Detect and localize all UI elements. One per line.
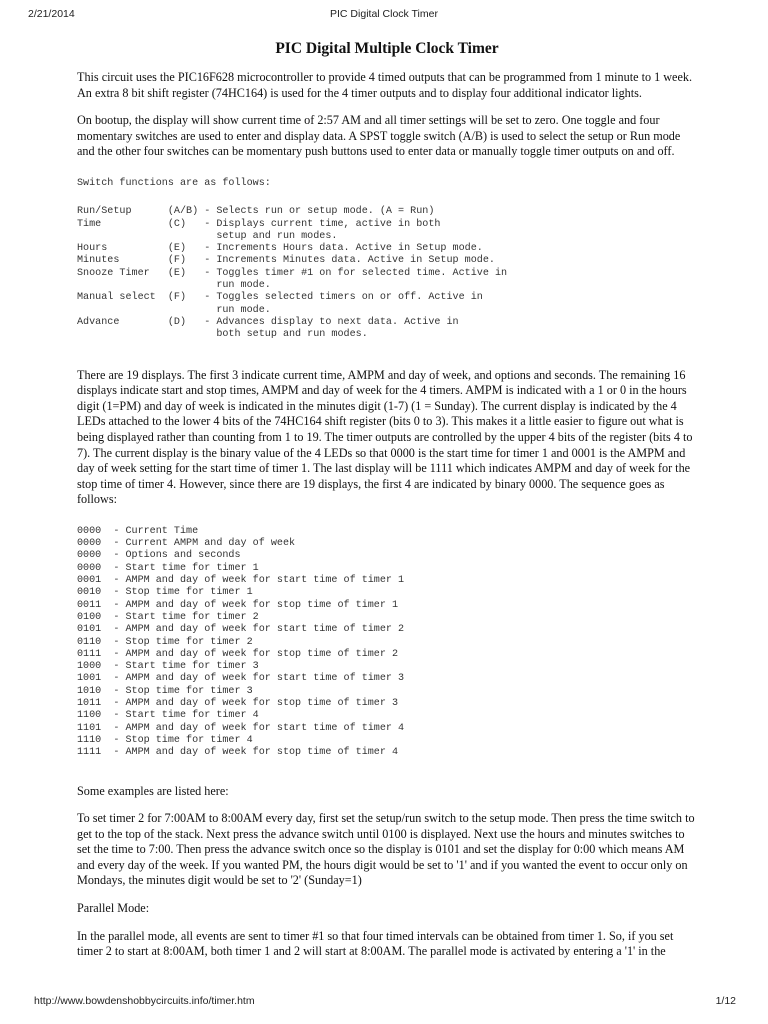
parallel-mode-heading: Parallel Mode: [77, 901, 150, 916]
intro-paragraph-1: This circuit uses the PIC16F628 microcontroller to provide 4 timed outputs that can be programmed from 1 minute to 1 week. An extra 8 bit shift register (74HC164) is used for the 4 timer outputs and to display four additional indicator lights. [77, 70, 693, 100]
page-number: 1/12 [715, 995, 736, 1007]
article-title: PIC Digital Multiple Clock Timer [275, 40, 499, 57]
print-page-title: PIC Digital Clock Timer [330, 8, 438, 20]
display-sequence-list: 0000 - Current Time 0000 - Current AMPM and day of week 0000 - Options and seconds 0000 - Start time for timer 1 0001 - AMPM and day of week for start time of timer 1 0010 - Stop time for timer 1 0011 - AMPM and day of week for stop time of timer 1 0100 - Start time for timer 2 0101 - AMPM and day of week for start time of timer 2 0110 - Stop time for timer 2 0111 - AMPM and day of week for stop time of timer 2 1000 - Start time for timer 3 1001 - AMPM and day of week for start time of timer 3 1010 - Stop time for timer 3 1011 - AMPM and day of week for stop time of timer 3 1100 - Start time for timer 4 1101 - AMPM and day of week for start time of timer 4 1110 - Stop time for timer 4 1111 - AMPM and day of week for stop time of timer 4 [77, 525, 405, 759]
parallel-mode-paragraph: In the parallel mode, all events are sent to timer #1 so that four timed intervals can be obtained from timer 1. So, if you set timer 2 to start at 8:00AM, both timer 1 and 2 will start at 8:00AM. The parallel mode is activated by entering a '1' in the [77, 928, 674, 959]
switch-functions-table: Run/Setup (A/B) - Selects run or setup mode. (A = Run) Time (C) - Displays current time, active in both setup and run modes. Hours (E) - Increments Hours data. Active in Setup mode. Minutes (F) - Increments Minutes data. Active in Setup mode. Snooze Timer (E) - Toggles timer #1 on for selected time. Active in run mode. Manual select (F) - Toggles selected timers on or off. Active in run mode. Advance (D) - Advances display to next data. Active in both setup and run modes. [77, 206, 508, 341]
intro-paragraph-2: On bootup, the display will show current time of 2:57 AM and all timer settings will be set to zero. One toggle and four momentary switches are used to enter and display data. A SPST toggle switch (A/B) is used to select the setup or Run mode and the other four switches can be momentary push buttons used to enter data or manually toggle timer outputs on and off. [77, 113, 681, 159]
print-date: 2/21/2014 [28, 8, 75, 20]
article-body [77, 40, 697, 972]
examples-intro: Some examples are listed here: [77, 783, 229, 798]
page-url-link[interactable]: http://www.bowdenshobbycircuits.info/timer.htm [34, 995, 255, 1007]
displays-paragraph: There are 19 displays. The first 3 indicate current time, AMPM and day of week, and options and seconds. The remaining 16 displays indicate start and stop times, AMPM and day of week for the 4 timers. AMPM is indicated with a 1 or 0 in the hours digit (1=PM) and day of week is indicated in the minutes digit (1-7) (1 = Sunday). The current display is indicated by the 4 LEDs attached to the lower 4 bits of the 74HC164 shift register (bits 0 to 3). This makes it a little easier to figure out what is being displayed rather than counting from 1 to 19. The timer outputs are controlled by the upper 4 bits of the register (bits 4 to 7). The current display is the binary value of the 4 LEDs so that 0000 is the start time for timer 1 and 0001 is the AMPM and day of week setting for the start time of timer 1. The last display will be 1111 which indicates AMPM and day of week for the stop time of timer 4. However, since there are 19 displays, the first 4 are indicated by binary 0000. The sequence goes as follows: [77, 367, 693, 507]
switch-functions-intro: Switch functions are as follows: [77, 177, 271, 189]
example-paragraph: To set timer 2 for 7:00AM to 8:00AM every day, first set the setup/run switch to the setup mode. Then press the time switch to get to the top of the stack. Next press the advance switch until 0100 is displayed. Next use the hours and minutes switches to set the time to 7:00. Then press the advance switch once so the display is 0101 and set the display for 0:00 which means AM and every day of the week. If you wanted PM, the hours digit would be set to '1' and if you wanted the event to occur only on Mondays, the minutes digit would be set to '2' (Sunday=1) [77, 811, 695, 888]
